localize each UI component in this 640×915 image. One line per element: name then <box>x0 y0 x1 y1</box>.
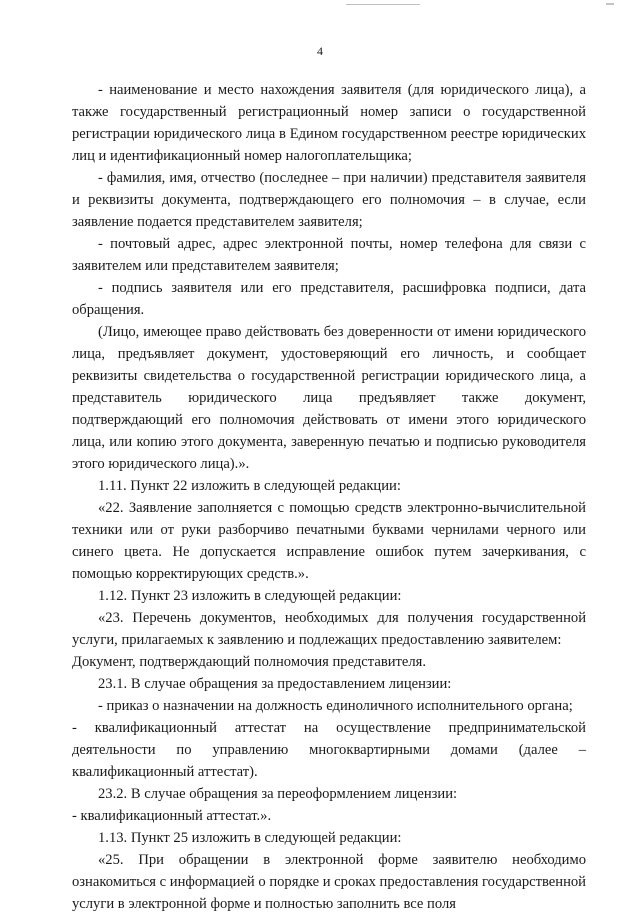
paragraph: 1.12. Пункт 23 изложить в следующей редакции: <box>98 588 402 604</box>
paragraph: - приказ о назначении на должность единоличного исполнительного органа; <box>98 698 573 714</box>
paragraph: 23.2. В случае обращения за переоформлением лицензии: <box>98 786 458 802</box>
document-body <box>72 79 586 915</box>
paragraph: - наименование и место нахождения заявителя (для юридического лица), а также государственный регистрационный номер записи о государственной регистрации юридического лица в Едином государственном реестре юридических лиц и идентификационный номер налогоплательщика; <box>72 82 586 164</box>
paragraph: Документ, подтверждающий полномочия представителя. <box>72 654 427 670</box>
scan-artifact <box>606 3 614 5</box>
scan-artifact <box>346 4 420 5</box>
paragraph: «22. Заявление заполняется с помощью средств электронно-вычислительной техники или от руки разборчиво печатными буквами чернилами черного или синего цвета. Не допускается исправление ошибок путем зачеркивания, с помощью корректирующих средств.». <box>72 500 586 582</box>
paragraph: 23.1. В случае обращения за предоставлением лицензии: <box>98 676 452 692</box>
paragraph: (Лицо, имеющее право действовать без доверенности от имени юридического лица, предъявляет документ, удостоверяющий его личность, и сообщает реквизиты свидетельства о государственной регистрации юридического лица, а представитель юридического лица предъявляет также документ, подтверждающий его полномочия действовать от имени этого юридического лица, или копию этого документа, заверенную печатью и подписью руководителя этого юридического лица).». <box>72 324 586 472</box>
paragraph: - квалификационный аттестат на осуществление предпринимательской деятельности по управлению многоквартирными домами (далее – квалификационный аттестат). <box>72 720 586 780</box>
paragraph: 1.13. Пункт 25 изложить в следующей редакции: <box>98 830 402 846</box>
paragraph: «23. Перечень документов, необходимых для получения государственной услуги, прилагаемых к заявлению и подлежащих предоставлению заявителем: <box>72 610 586 648</box>
paragraph: - фамилия, имя, отчество (последнее – при наличии) представителя заявителя и реквизиты документа, подтверждающего его полномочия – в случае, если заявление подается представителем заявителя; <box>72 170 586 230</box>
paragraph: 1.11. Пункт 22 изложить в следующей редакции: <box>98 478 401 494</box>
paragraph: - квалификационный аттестат.». <box>72 808 272 824</box>
paragraph: - почтовый адрес, адрес электронной почты, номер телефона для связи с заявителем или представителем заявителя; <box>72 236 586 274</box>
paragraph: «25. При обращении в электронной форме заявителю необходимо ознакомиться с информацией о порядке и сроках предоставления государственной услуги в электронной форме и полностью заполнить все поля <box>72 852 586 912</box>
paragraph: - подпись заявителя или его представителя, расшифровка подписи, дата обращения. <box>72 280 586 318</box>
page-number: 4 <box>317 44 323 58</box>
